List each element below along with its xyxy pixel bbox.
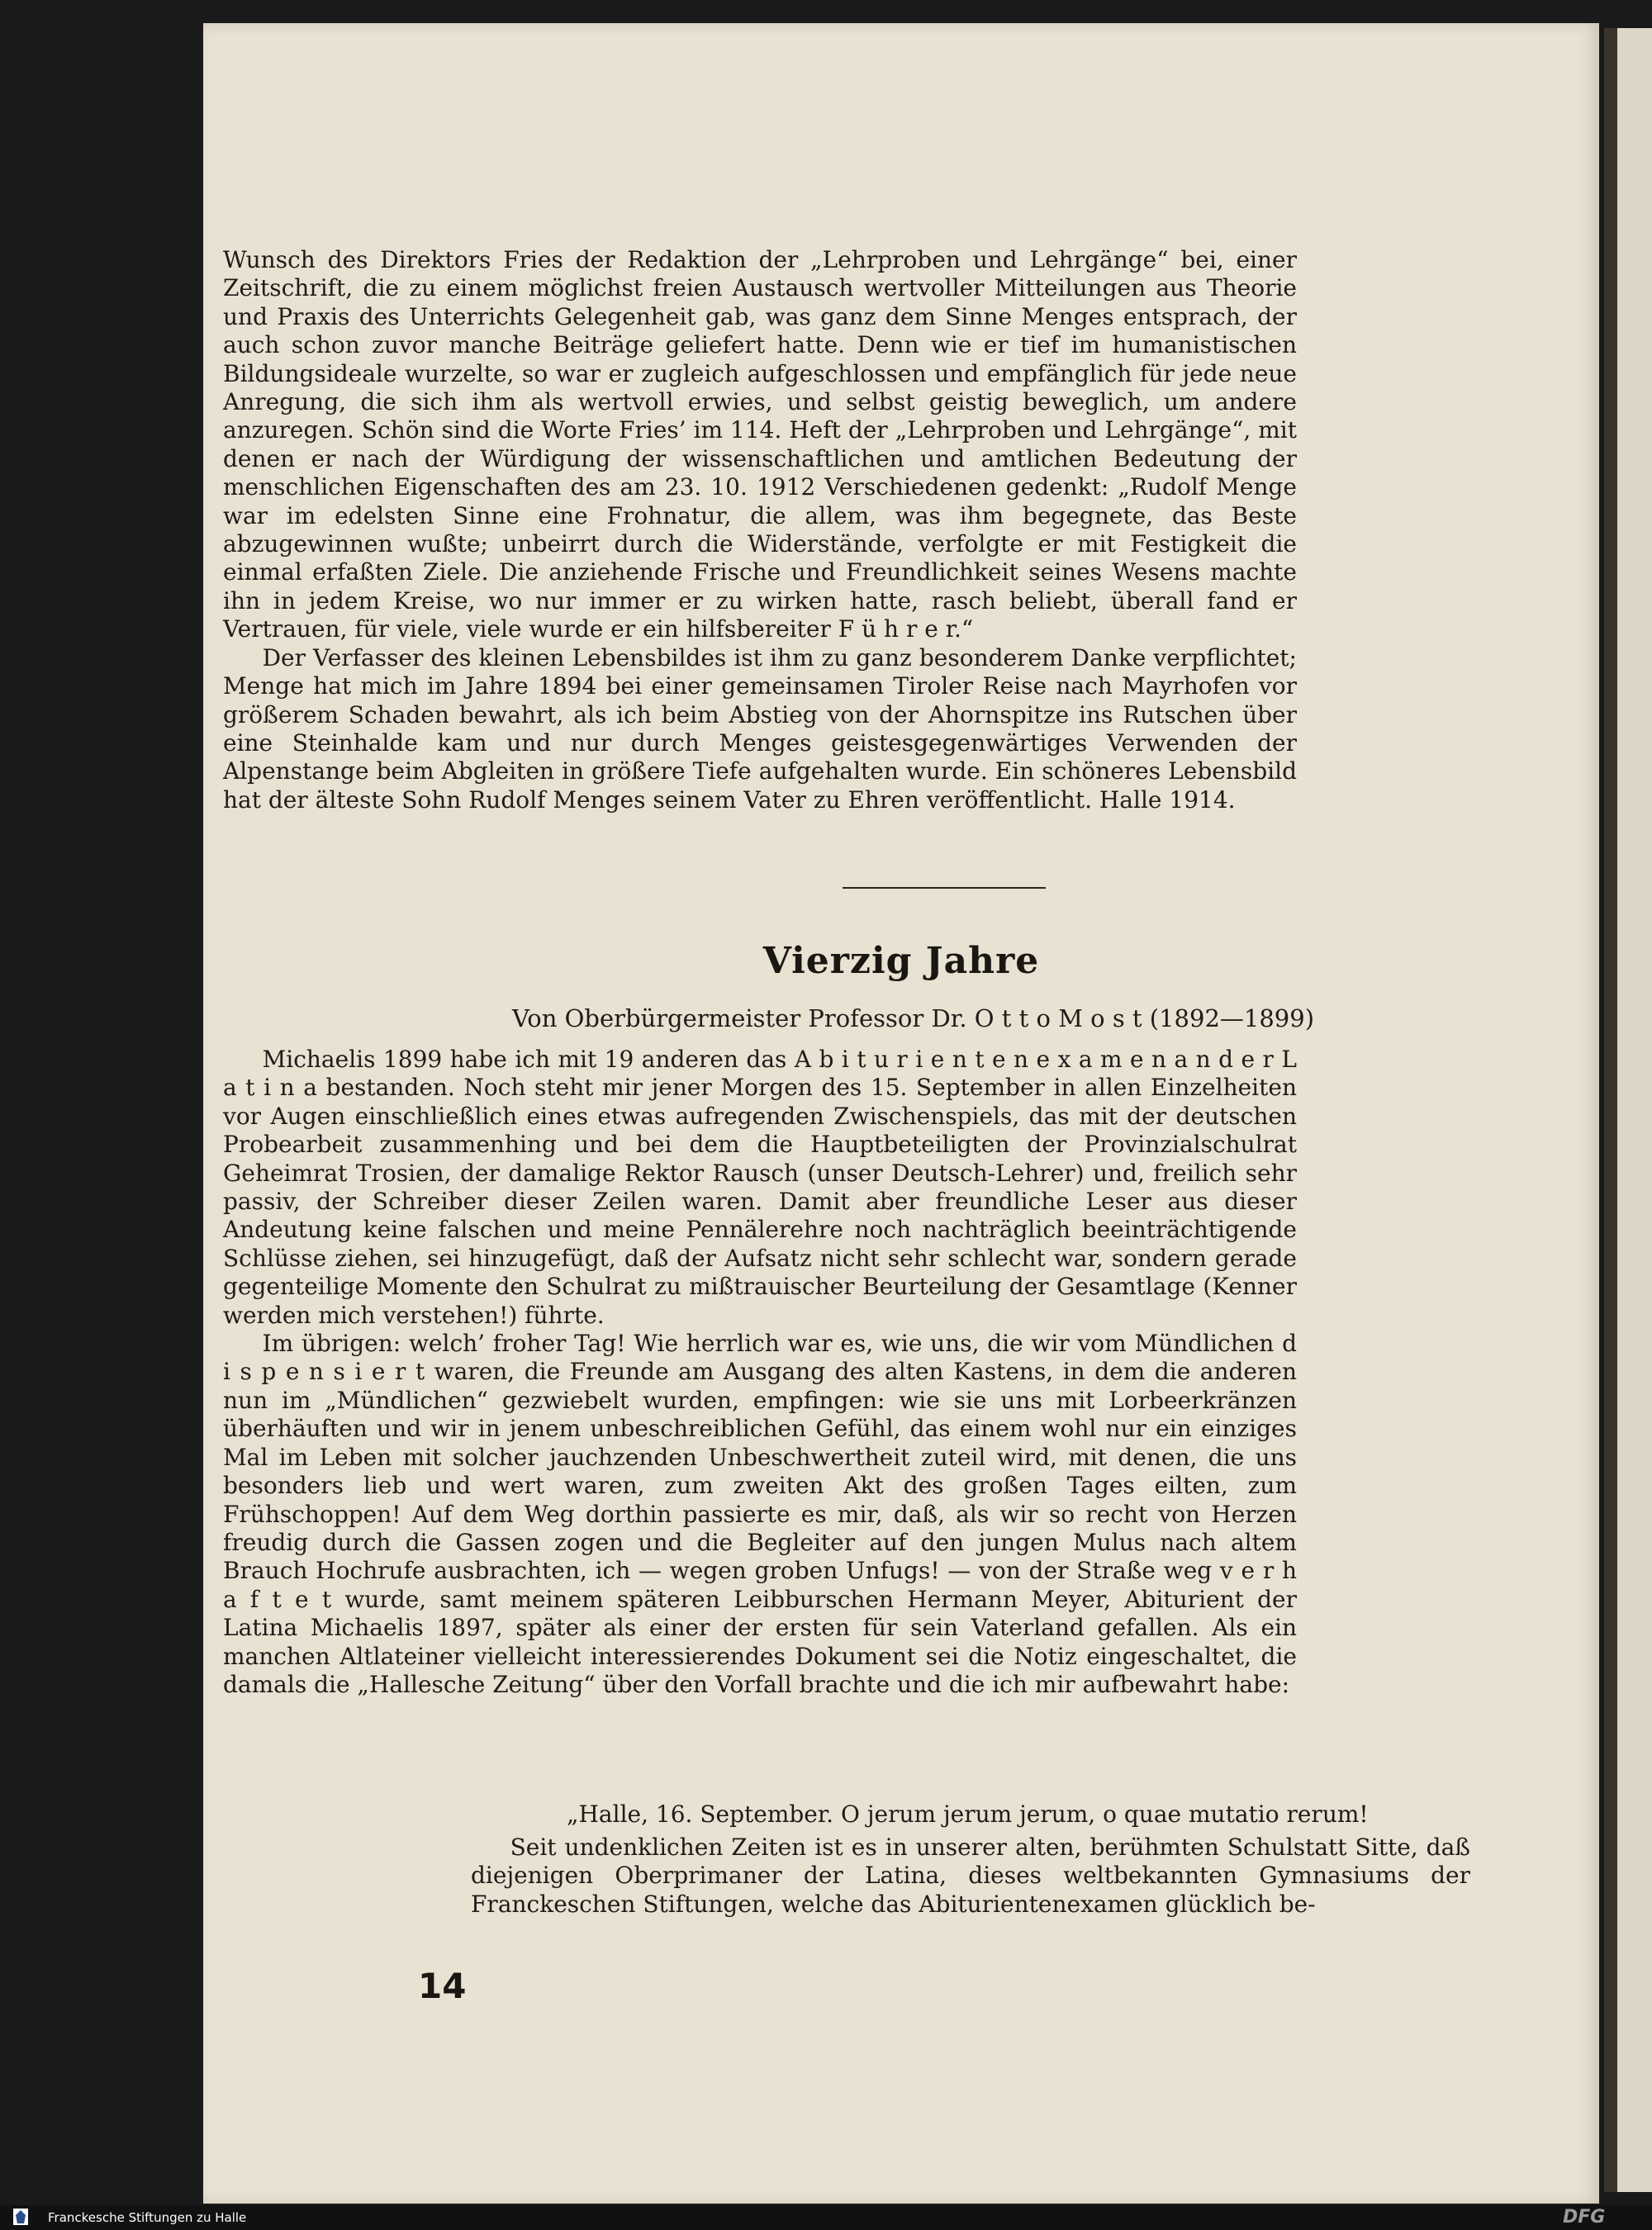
footer-source-label: Franckesche Stiftungen zu Halle <box>48 2210 247 2225</box>
article-byline: Von Oberbürgermeister Professor Dr. O t t o M o s t (1892—1899) <box>512 1004 1315 1032</box>
article-body <box>223 1046 1297 1699</box>
institution-logo-icon <box>12 2207 30 2227</box>
newspaper-quote-dateline: „Halle, 16. September. O jerum jerum jerum, o quae mutatio rerum! <box>567 1801 1369 1828</box>
paragraph-author-debt: Der Verfasser des kleinen Lebensbildes ist ihm zu ganz besonderem Danke verpflichtet; Menge hat mich im Jahre 1894 bei einer gemeinsamen Tiroler Reise nach Mayrhofen vor größerem Schaden bewahrt, als ich beim Abstieg von der Ahornspitze ins Rutschen über eine Steinhalde kam und nur durch Menges geistesgegenwärtiges Verwenden der Alpenstange beim Abgleiten in größere Tiefe aufgehalten wurde. Ein schöneres Lebensbild hat der älteste Sohn Rudolf Menges seinem Vater zu Ehren veröffentlicht. Halle 1914. <box>223 643 1297 814</box>
article-title: Vierzig Jahre <box>762 940 1040 982</box>
page-number: 14 <box>418 1966 467 2006</box>
facing-page-edge <box>1604 28 1652 2192</box>
dfg-logo: DFG <box>1563 2207 1606 2228</box>
paragraph-abitur: Michaelis 1899 habe ich mit 19 anderen das A b i t u r i e n t e n e x a m e n a n d e r L a t i n a bestanden. Noch steht mir jener Morgen des 15. September in allen Einzelheiten vor Augen einschließlich eines etwas aufregenden Zwischenspiels, das mit der deutschen Probearbeit zusammenhing und bei dem die Hauptbeteiligten der Provinzialschulrat Geheimrat Trosien, der damalige Rektor Rausch (unser Deutsch-Lehrer) und, freilich sehr passiv, der Schreiber dieser Zeilen waren. Damit aber freundliche Leser aus dieser Andeutung keine falschen und meine Pennälerehre noch nachträglich beeinträchtigende Schlüsse ziehen, sei hinzugefügt, daß der Aufsatz nicht sehr schlecht war, sondern gerade gegenteilige Momente den Schulrat zu mißtrauischer Beurteilung der Gesamtlage (Kenner werden mich verstehen!) führte. <box>223 1046 1297 1329</box>
newspaper-quote-body <box>471 1834 1470 1919</box>
paragraph-fries-quote: Wunsch des Direktors Fries der Redaktion der „Lehrproben und Lehrgänge“ bei, einer Zeitschrift, die zu einem möglichst freien Austausch wertvoller Mitteilungen aus Theorie und Praxis des Unterrichts Gelegenheit gab, was ganz dem Sinne Menges entsprach, der auch schon zuvor manche Beiträge geliefert hatte. Denn wie er tief im humanistischen Bildungsideale wurzelte, so war er zugleich aufgeschlossen und empfänglich für jede neue Anregung, die sich ihm als wertvoll erwies, und selbst geistig beweglich, um andere anzuregen. Schön sind die Worte Fries’ im 114. Heft der „Lehrproben und Lehrgänge“, mit denen er nach der Würdigung der wissenschaftlichen und amtlichen Bedeutung der menschlichen Eigenschaften des am 23. 10. 1912 Verschiedenen gedenkt: „Rudolf Menge war im edelsten Sinne eine Frohnatur, die allem, was ihm begegnete, das Beste abzugewinnen wußte; unbeirrt durch die Widerstände, verfolgte er mit Festigkeit die einmal erfaßten Ziele. Die anziehende Frische und Freundlichkeit seines Wesens machte ihn in jedem Kreise, wo nur immer er zu wirken hatte, rasch beliebt, überall fand er Vertrauen, für viele, viele wurde er ein hilfsbereiter F ü h r e r.“ <box>223 246 1297 643</box>
paragraph-celebration: Im übrigen: welch’ froher Tag! Wie herrlich war es, wie uns, die wir vom Mündlichen d i s p e n s i e r t waren, die Freunde am Ausgang des alten Kastens, in dem die anderen nun im „Mündlichen“ gezwiebelt wurden, empfingen: wie sie uns mit Lorbeerkränzen überhäuften und wir in jenem unbeschreiblichen Gefühl, das einem wohl nur ein einziges Mal im Leben mit solcher jauchzenden Unbeschwertheit zuteil wird, mit denen, die uns besonders lieb und wert waren, zum zweiten Akt des großen Tages eilten, zum Frühschoppen! Auf dem Weg dorthin passierte es mir, daß, als wir so recht von Herzen freudig durch die Gassen zogen und die Begleiter auf den jungen Mulus nach altem Brauch Hochrufe ausbrachten, ich — wegen groben Unfugs! — von der Straße weg v e r h a f t e t wurde, samt meinem späteren Leibburschen Hermann Meyer, Abiturient der Latina Michaelis 1897, später als einer der ersten für sein Vaterland gefallen. Als ein manchen Altlateiner vielleicht interessierendes Dokument sei die Notiz eingeschaltet, die damals die „Hallesche Zeitung“ über den Vorfall brachte und die ich mir aufbewahrt habe: <box>223 1330 1297 1698</box>
article-continuation <box>223 246 1297 814</box>
section-divider <box>843 887 1046 889</box>
footer-bar <box>0 2205 1652 2230</box>
newspaper-quote-text: Seit undenklichen Zeiten ist es in unserer alten, berühmten Schulstatt Sitte, daß diejenigen Oberprimaner der Latina, dieses weltbekannten Gymnasiums der Franckeschen Stiftungen, welche das Abiturientenexamen glücklich be- <box>471 1834 1470 1918</box>
